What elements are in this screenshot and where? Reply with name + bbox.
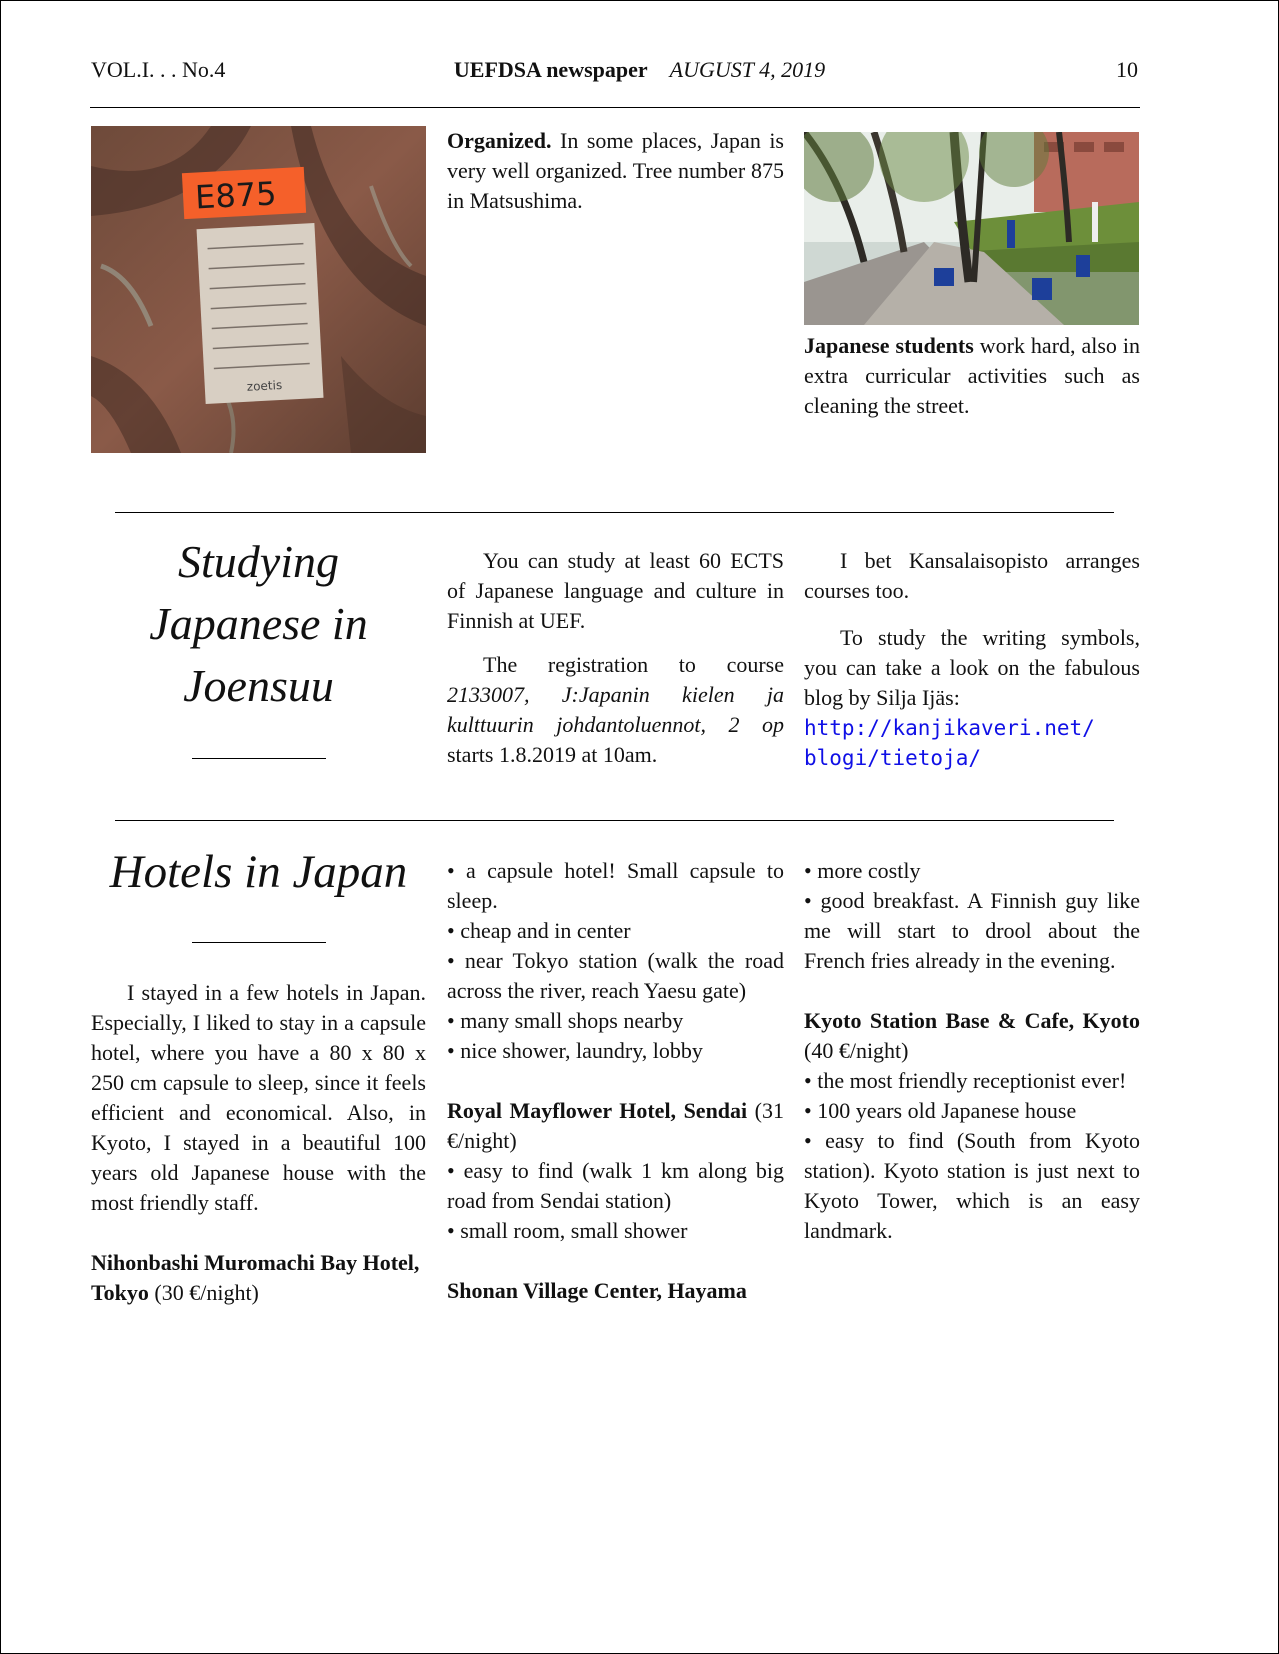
hotels-title-rule <box>192 942 326 943</box>
section-rule-2 <box>115 820 1114 821</box>
hotel-1-name: Nihonbashi Muromachi Bay Hotel, Tokyo <box>91 1250 420 1305</box>
studying-paragraph-2 <box>447 650 784 770</box>
hotel-1-bullet: • nice shower, laundry, lobby <box>447 1038 703 1063</box>
registration-text: The registration to course <box>483 652 784 677</box>
studying-title-line1: Studying <box>178 536 339 587</box>
hotel-2-price: (31 €/night) <box>447 1098 784 1153</box>
hotel-2-bullet: • easy to find (walk 1 km along big road from Sendai station) <box>447 1158 784 1213</box>
tree-tag-photo <box>91 126 426 453</box>
hotels-column-1 <box>91 978 426 1308</box>
hotel-4-bullet: • the most friendly receptionist ever! <box>804 1068 1127 1093</box>
street-cleaning-photo <box>804 132 1139 325</box>
studying-title-line3: Joensuu <box>183 660 334 711</box>
tag-number: E875 <box>194 174 278 217</box>
hotel-1-bullet: • near Tokyo station (walk the road across the river, reach Yaesu gate) <box>447 948 784 1003</box>
students-text: work hard, also in extra curricular activities such as cleaning the street. <box>804 333 1141 418</box>
hotel-4-heading <box>804 1006 1140 1066</box>
hotels-column-2 <box>447 856 784 1306</box>
header-rule <box>90 107 1140 108</box>
hotel-1-heading <box>91 1248 426 1308</box>
hotel-4-price: (40 €/night) <box>804 1038 909 1063</box>
volume-label: VOL.I. . . No.4 <box>91 57 226 82</box>
studying-column-2 <box>447 546 784 770</box>
hotel-4-name: Kyoto Station Base & Cafe, Kyoto <box>804 1008 1140 1033</box>
studying-title <box>91 531 426 717</box>
hotel-1-bullet: • cheap and in center <box>447 918 631 943</box>
tag-brand: zoetis <box>246 377 283 394</box>
registration-date: starts 1.8.2019 at 10am. <box>447 742 658 767</box>
organized-lead: Organized. <box>447 128 552 153</box>
hotel-4-bullet: • easy to find (South from Kyoto station). Kyoto station is just next to Kyoto Tower, which is an easy landmark. <box>804 1128 1140 1243</box>
hotel-1-bullet: • a capsule hotel! Small capsule to sleep. <box>447 858 784 913</box>
page-number: 10 <box>1116 57 1138 82</box>
hotel-2-name: Royal Mayflower Hotel, Sendai <box>447 1098 748 1123</box>
organized-text: In some places, Japan is very well organized. Tree number 875 in Matsushima. <box>447 128 784 213</box>
course-name: 2133007, J:Japanin kielen ja kulttuurin johdantoluennot, 2 op <box>447 682 784 737</box>
organized-caption <box>447 126 784 216</box>
hotel-1-bullet: • many small shops nearby <box>447 1008 684 1033</box>
hotel-2-bullet: • small room, small shower <box>447 1218 688 1243</box>
hotel-3-bullet: • good breakfast. A Finnish guy like me will start to drool about the French fries already in the evening. <box>804 888 1140 973</box>
hotels-column-3 <box>804 856 1140 1246</box>
blog-link-line2[interactable]: blogi/tietoja/ <box>804 746 982 770</box>
students-lead: Japanese students <box>804 333 974 358</box>
paper-name: UEFDSA newspaper <box>453 57 648 82</box>
hotel-3-bullet: • more costly <box>804 858 921 883</box>
studying-title-line2: Japanese in <box>149 598 368 649</box>
studying-paragraph-4: To study the writing symbols, you can take a look on the fabulous blog by Silja Ijäs: <box>804 625 1140 710</box>
studying-column-3 <box>804 546 1140 773</box>
hotel-1-price: (30 €/night) <box>154 1280 259 1305</box>
issue-date: AUGUST 4, 2019 <box>669 57 826 82</box>
hotel-4-bullet: • 100 years old Japanese house <box>804 1098 1077 1123</box>
hotel-2-heading <box>447 1096 784 1156</box>
masthead <box>1 55 1278 85</box>
hotels-intro: I stayed in a few hotels in Japan. Especially, I liked to stay in a capsule hotel, where you have a 80 x 80 x 250 cm capsule to sleep, since it feels efficient and economical. Also, in Kyoto, I stayed in a beautiful 100 years old Japanese house with the most friendly staff. <box>91 980 426 1215</box>
studying-title-rule <box>192 758 326 759</box>
section-rule-1 <box>115 512 1114 513</box>
hotels-title: Hotels in Japan <box>109 846 408 898</box>
studying-paragraph-3: I bet Kansalaisopisto arranges courses too. <box>804 548 1140 603</box>
blog-link[interactable] <box>804 713 1140 773</box>
students-caption <box>804 331 1140 421</box>
hotel-3-name: Shonan Village Center, Hayama <box>447 1278 747 1303</box>
studying-paragraph-1: You can study at least 60 ECTS of Japanese language and culture in Finnish at UEF. <box>447 548 784 633</box>
blog-link-line1[interactable]: http://kanjikaveri.net/ <box>804 716 1095 740</box>
